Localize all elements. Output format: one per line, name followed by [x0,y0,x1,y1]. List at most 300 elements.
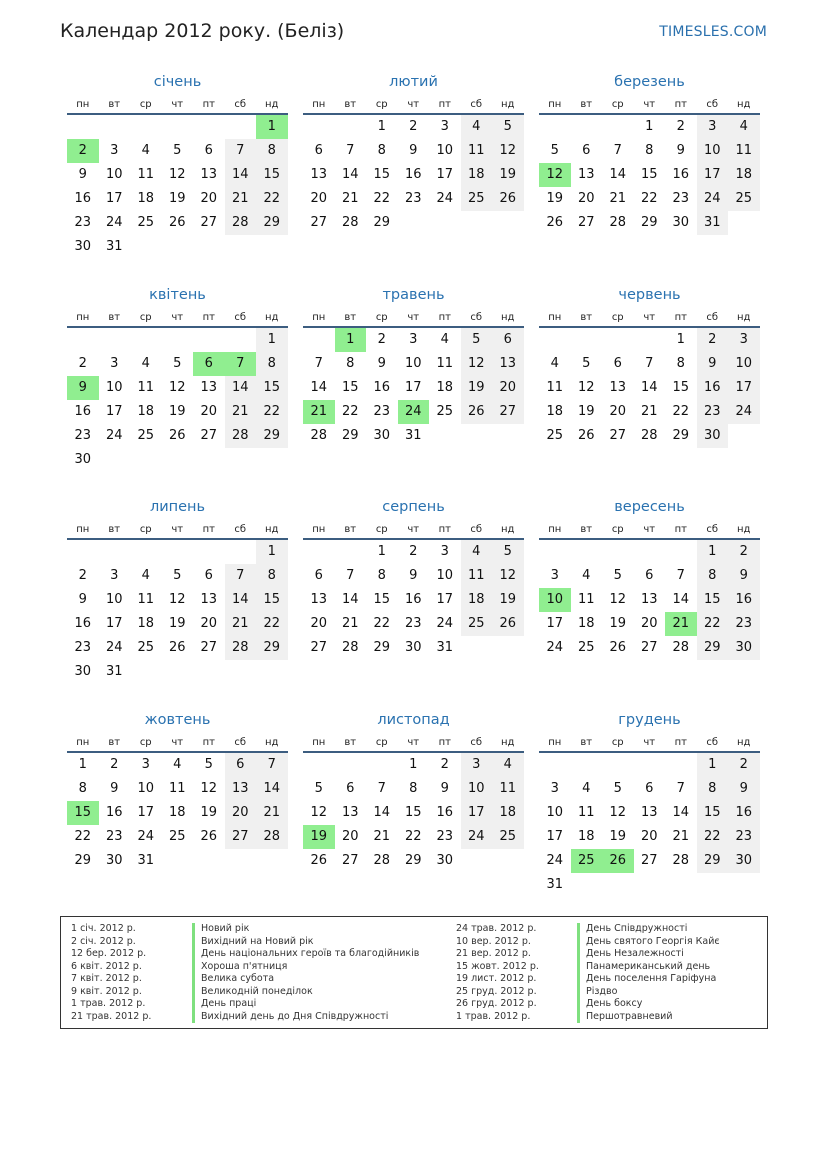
day-cell: 21 [640,404,658,419]
weekday-label: чт [171,737,184,748]
month-name: травень [382,287,445,303]
weekday-label: чт [407,99,420,110]
day-cell: 22 [256,187,288,211]
day-cell: 6 [225,753,257,777]
day-cell: 24 [105,428,123,443]
weekday-label: вт [344,524,357,535]
day-cell: 30 [697,424,729,448]
empty-cell [665,753,697,777]
day-cell: 1 [676,332,685,347]
month-name: вересень [614,499,685,515]
day-cell: 19 [200,805,218,820]
day-cell: 17 [697,163,729,187]
day-cell: 6 [346,781,355,796]
day-cell: 13 [640,805,658,820]
empty-cell [130,115,162,139]
day-cell: 17 [137,805,155,820]
holiday-day: 25 [571,849,603,873]
weekday-label: вт [580,524,593,535]
day-cell: 26 [546,215,564,230]
day-cell: 4 [461,540,493,564]
day-cell: 9 [728,777,760,801]
day-cell: 2 [728,753,760,777]
day-cell: 29 [404,853,422,868]
day-cell: 14 [341,592,359,607]
weekday-label: ср [139,524,152,535]
day-cell: 15 [672,380,690,395]
weekday-label: чт [171,312,184,323]
day-cell: 24 [105,640,123,655]
weekday-label: пн [76,312,90,323]
weekday-label: сб [706,737,719,748]
weekday-label: вт [344,312,357,323]
day-cell: 18 [577,616,595,631]
day-cell: 15 [256,163,288,187]
page-title: Календар 2012 року. (Беліз) [60,20,345,42]
day-cell: 5 [492,540,524,564]
day-cell: 9 [110,781,119,796]
legend-holiday-name: Панамериканський день [577,961,720,974]
site-link[interactable]: TIMESLES.COM [659,24,767,40]
day-cell: 25 [137,428,155,443]
day-cell: 11 [137,167,155,182]
weekday-label: вт [580,99,593,110]
weekday-label: ср [375,312,388,323]
days-grid [303,753,524,873]
day-cell: 30 [404,640,422,655]
weekday-label: вт [580,737,593,748]
day-cell: 12 [609,592,627,607]
empty-cell [571,753,603,777]
month-name: березень [614,74,685,90]
day-cell: 7 [256,753,288,777]
weekday-label: нд [737,312,751,323]
month-5 [303,284,524,448]
day-cell: 11 [137,380,155,395]
day-cell: 7 [645,356,654,371]
day-cell: 23 [373,404,391,419]
day-cell: 10 [105,380,123,395]
day-cell: 4 [582,781,591,796]
day-cell: 30 [74,452,92,467]
weekday-label: вт [108,737,121,748]
empty-cell [225,540,257,564]
day-cell: 20 [200,616,218,631]
legend-date: 2 січ. 2012 р. [71,935,136,947]
day-cell: 24 [105,215,123,230]
day-cell: 6 [204,143,213,158]
weekday-label: нд [265,312,279,323]
day-cell: 24 [461,825,493,849]
day-cell: 30 [373,428,391,443]
day-cell: 15 [373,592,391,607]
weekday-header [67,522,288,538]
weekday-label: вт [108,99,121,110]
legend-holiday-name: День поселення Гаріфуна [577,973,720,986]
day-cell: 23 [404,616,422,631]
legend-date: 1 січ. 2012 р. [71,923,136,934]
day-cell: 22 [640,191,658,206]
day-cell: 1 [256,540,288,564]
weekday-label: сб [234,312,247,323]
weekday-label: пн [548,524,562,535]
day-cell: 29 [256,211,288,235]
day-cell: 5 [173,356,182,371]
legend-date: 26 груд. 2012 р. [456,998,537,1009]
weekday-label: сб [706,99,719,110]
day-cell: 21 [256,801,288,825]
day-cell: 5 [582,356,591,371]
day-cell: 19 [168,191,186,206]
day-cell: 27 [200,640,218,655]
empty-cell [225,115,257,139]
day-cell: 25 [546,428,564,443]
day-cell: 9 [409,568,418,583]
day-cell: 27 [577,215,595,230]
day-cell: 4 [141,568,150,583]
legend-holiday-name: Вихідний день до Дня Співдружності [192,1011,419,1024]
day-cell: 22 [256,612,288,636]
month-name: січень [153,74,202,90]
holiday-day: 1 [256,115,288,139]
weekday-label: чт [643,524,656,535]
day-cell: 31 [105,664,123,679]
weekday-label: сб [706,312,719,323]
day-cell: 2 [110,757,119,772]
day-cell: 25 [728,187,760,211]
legend-date: 21 вер. 2012 р. [456,948,531,959]
empty-cell [539,540,571,564]
holiday-day: 7 [225,352,257,376]
day-cell: 23 [74,215,92,230]
weekday-label: вт [108,524,121,535]
day-cell: 12 [200,781,218,796]
day-cell: 26 [168,640,186,655]
legend-holiday-name: Першотравневий [577,1011,720,1024]
weekday-label: пн [548,312,562,323]
day-cell: 29 [256,636,288,660]
day-cell: 5 [314,781,323,796]
day-cell: 20 [640,829,658,844]
weekday-label: пн [76,99,90,110]
month-name: листопад [377,712,450,728]
day-cell: 4 [141,143,150,158]
day-cell: 1 [377,119,386,134]
empty-cell [99,115,131,139]
day-cell: 6 [314,568,323,583]
day-cell: 11 [168,781,186,796]
weekday-label: пт [438,99,451,110]
day-cell: 2 [697,328,729,352]
day-cell: 4 [461,115,493,139]
weekday-label: сб [234,524,247,535]
day-cell: 18 [137,616,155,631]
weekday-label: ср [611,737,624,748]
day-cell: 27 [310,215,328,230]
holiday-day: 21 [303,400,335,424]
empty-cell [225,328,257,352]
day-cell: 23 [105,829,123,844]
day-cell: 10 [546,805,564,820]
weekday-label: пт [674,99,687,110]
day-cell: 8 [256,139,288,163]
days-grid [303,328,524,448]
empty-cell [303,540,335,564]
days-grid [539,328,760,448]
month-name: квітень [149,287,206,303]
day-cell: 26 [492,612,524,636]
day-cell: 6 [204,568,213,583]
day-cell: 23 [74,640,92,655]
weekday-label: чт [407,312,420,323]
day-cell: 15 [404,805,422,820]
day-cell: 3 [141,757,150,772]
day-cell: 9 [676,143,685,158]
weekday-label: пн [76,524,90,535]
legend-holiday-name: Хороша п'ятниця [192,961,419,974]
weekday-label: сб [470,524,483,535]
empty-cell [303,328,335,352]
day-cell: 22 [697,612,729,636]
weekday-label: сб [470,99,483,110]
legend-date: 25 груд. 2012 р. [456,985,537,997]
day-cell: 15 [373,167,391,182]
weekday-label: вт [344,99,357,110]
day-cell: 24 [546,853,564,868]
day-cell: 4 [141,356,150,371]
day-cell: 20 [310,616,328,631]
day-cell: 28 [640,428,658,443]
day-cell: 24 [728,400,760,424]
empty-cell [99,540,131,564]
day-cell: 10 [697,139,729,163]
day-cell: 15 [341,380,359,395]
day-cell: 25 [137,215,155,230]
weekday-label: нд [265,99,279,110]
day-cell: 2 [440,757,449,772]
day-cell: 8 [409,781,418,796]
day-cell: 20 [492,376,524,400]
day-cell: 10 [137,781,155,796]
day-cell: 12 [168,167,186,182]
day-cell: 9 [440,781,449,796]
day-cell: 6 [492,328,524,352]
day-cell: 19 [492,588,524,612]
empty-cell [366,753,398,777]
day-cell: 20 [310,191,328,206]
day-cell: 16 [436,805,454,820]
day-cell: 23 [728,612,760,636]
days-grid [539,540,760,660]
day-cell: 3 [110,568,119,583]
day-cell: 8 [697,777,729,801]
weekday-label: нд [265,524,279,535]
day-cell: 9 [409,143,418,158]
day-cell: 21 [225,187,257,211]
day-cell: 29 [373,215,391,230]
day-cell: 7 [225,139,257,163]
day-cell: 5 [173,143,182,158]
weekday-label: ср [139,312,152,323]
day-cell: 19 [168,616,186,631]
day-cell: 21 [341,616,359,631]
month-3 [539,71,760,235]
day-cell: 1 [645,119,654,134]
day-cell: 12 [168,380,186,395]
day-cell: 22 [672,404,690,419]
day-cell: 19 [168,404,186,419]
legend-date: 9 квіт. 2012 р. [71,985,142,997]
day-cell: 25 [577,640,595,655]
day-cell: 19 [577,404,595,419]
day-cell: 25 [461,612,493,636]
month-4 [67,284,288,472]
day-cell: 3 [110,143,119,158]
day-cell: 25 [168,829,186,844]
day-cell: 9 [377,356,386,371]
legend-holiday-name: Великодній понеділок [192,986,419,999]
days-grid [67,753,288,873]
legend-holiday-name: День боксу [577,998,720,1011]
day-cell: 26 [461,400,493,424]
day-cell: 16 [728,588,760,612]
legend-names-right [577,923,720,1023]
day-cell: 17 [461,801,493,825]
day-cell: 17 [728,376,760,400]
month-8 [303,496,524,660]
empty-cell [539,753,571,777]
day-cell: 23 [74,428,92,443]
day-cell: 23 [672,191,690,206]
weekday-label: пн [312,312,326,323]
weekday-label: чт [407,524,420,535]
month-name: лютий [389,74,438,90]
day-cell: 13 [640,592,658,607]
days-grid [303,540,524,660]
day-cell: 29 [697,636,729,660]
day-cell: 27 [609,428,627,443]
day-cell: 22 [404,829,422,844]
day-cell: 24 [436,191,454,206]
empty-cell [602,540,634,564]
day-cell: 10 [436,143,454,158]
day-cell: 14 [310,380,328,395]
day-cell: 31 [436,640,454,655]
day-cell: 27 [225,825,257,849]
day-cell: 28 [672,640,690,655]
day-cell: 4 [728,115,760,139]
day-cell: 30 [436,853,454,868]
month-6 [539,284,760,448]
day-cell: 11 [577,592,595,607]
weekday-label: ср [611,312,624,323]
day-cell: 26 [609,640,627,655]
empty-cell [99,328,131,352]
day-cell: 6 [645,781,654,796]
day-cell: 28 [225,424,257,448]
day-cell: 19 [546,191,564,206]
legend-holiday-name: День національних героїв та благодійників [192,948,419,961]
holiday-day: 2 [67,139,99,163]
weekday-label: пн [312,737,326,748]
month-12 [539,709,760,897]
day-cell: 22 [373,616,391,631]
day-cell: 17 [404,380,422,395]
day-cell: 26 [200,829,218,844]
days-grid [539,115,760,235]
day-cell: 11 [137,592,155,607]
day-cell: 2 [78,356,87,371]
day-cell: 13 [492,352,524,376]
day-cell: 1 [697,540,729,564]
legend-date: 1 трав. 2012 р. [456,1010,531,1022]
month-10 [67,709,288,873]
day-cell: 19 [609,616,627,631]
holiday-day: 15 [67,801,99,825]
day-cell: 10 [105,592,123,607]
day-cell: 10 [105,167,123,182]
day-cell: 3 [440,119,449,134]
day-cell: 21 [373,829,391,844]
day-cell: 7 [377,781,386,796]
legend-dates-left [71,923,151,1023]
legend-date: 24 трав. 2012 р. [456,923,537,934]
day-cell: 17 [105,616,123,631]
day-cell: 27 [341,853,359,868]
day-cell: 27 [492,400,524,424]
month-name: серпень [382,499,445,515]
legend-holiday-name: Вихідний на Новий рік [192,936,419,949]
day-cell: 18 [492,801,524,825]
day-cell: 6 [314,143,323,158]
day-cell: 8 [256,352,288,376]
day-cell: 18 [137,191,155,206]
day-cell: 31 [137,853,155,868]
day-cell: 28 [341,215,359,230]
weekday-label: нд [501,524,515,535]
weekday-label: ср [611,99,624,110]
day-cell: 10 [404,356,422,371]
empty-cell [539,328,571,352]
weekday-label: нд [737,524,751,535]
day-cell: 22 [256,400,288,424]
weekday-label: ср [139,737,152,748]
day-cell: 15 [256,588,288,612]
weekday-label: пн [312,99,326,110]
day-cell: 29 [640,215,658,230]
day-cell: 24 [697,187,729,211]
legend-holiday-name: Новий рік [192,923,419,936]
empty-cell [571,540,603,564]
empty-cell [303,115,335,139]
day-cell: 1 [697,753,729,777]
empty-cell [193,328,225,352]
weekday-label: чт [643,737,656,748]
legend-holiday-name: Велика субота [192,973,419,986]
weekday-label: пт [438,312,451,323]
weekday-label: ср [375,99,388,110]
day-cell: 14 [672,592,690,607]
empty-cell [193,540,225,564]
weekday-header [539,522,760,538]
day-cell: 17 [436,592,454,607]
day-cell: 23 [436,829,454,844]
weekday-label: сб [234,99,247,110]
day-cell: 25 [137,640,155,655]
day-cell: 12 [461,352,493,376]
day-cell: 29 [341,428,359,443]
day-cell: 9 [697,352,729,376]
